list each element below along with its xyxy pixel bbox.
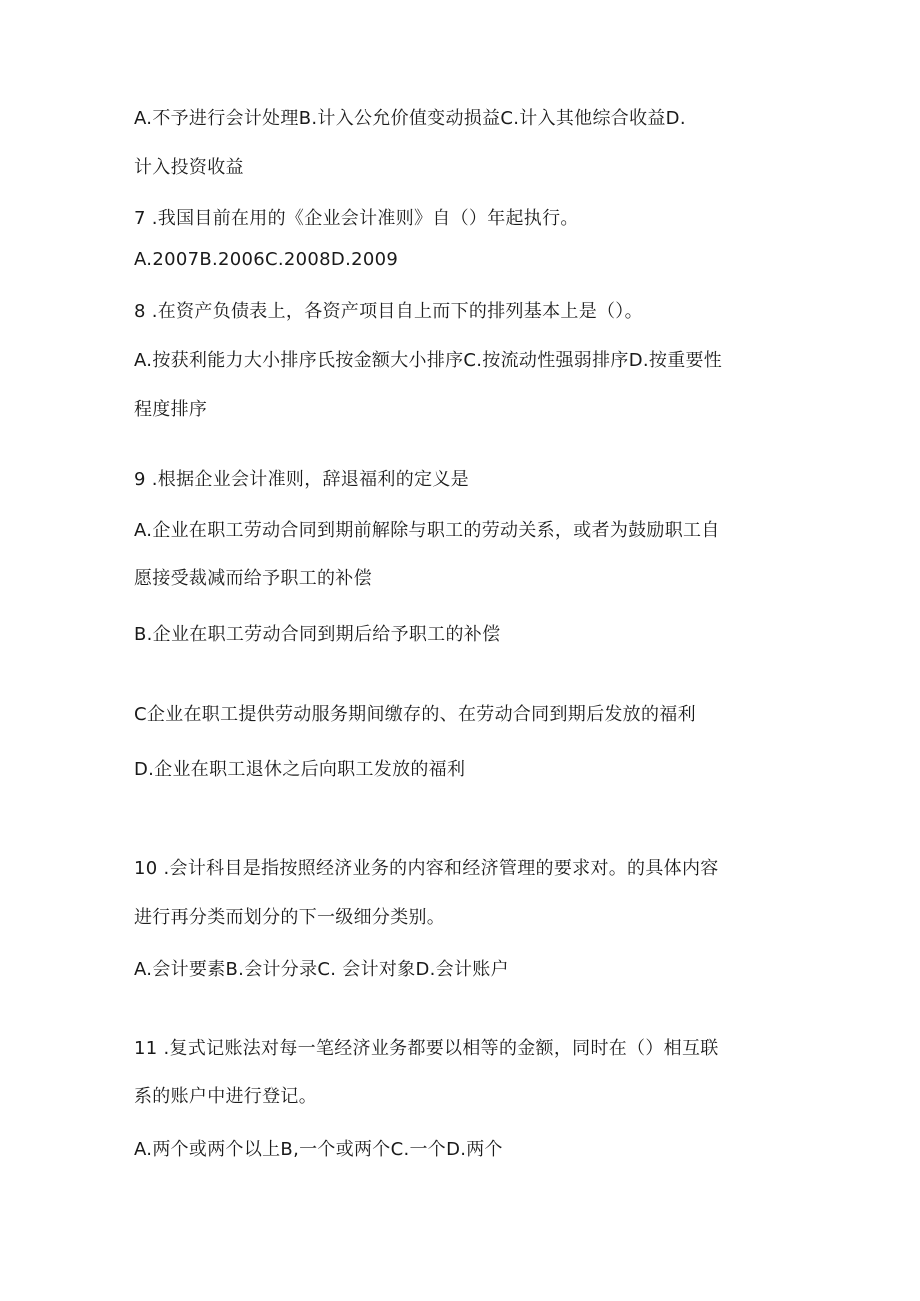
q9-option-b: B.企业在职工劳动合同到期后给予职工的补偿 bbox=[134, 624, 501, 645]
q11-options: A.两个或两个以上B,一个或两个C.一个D.两个 bbox=[134, 1139, 503, 1160]
q6-options-line-1: A.不予进行会计处理B.计入公允价值变动损益C.计入其他综合收益D. bbox=[134, 108, 686, 129]
question-10-line-2: 进行再分类而划分的下一级细分类别。 bbox=[134, 907, 446, 928]
question-7: 7 .我国目前在用的《企业会计准则》自（）年起执行。 bbox=[134, 208, 579, 229]
q9-option-d: D.企业在职工退休之后向职工发放的福利 bbox=[134, 759, 466, 780]
question-8: 8 .在资产负债表上，各资产项目自上而下的排列基本上是（）。 bbox=[134, 301, 643, 322]
q7-options: A.2007B.2006C.2008D.2009 bbox=[134, 249, 399, 270]
question-11-line-2: 系的账户中进行登记。 bbox=[134, 1086, 317, 1107]
question-9: 9 .根据企业会计准则，辞退福利的定义是 bbox=[134, 469, 469, 490]
q8-options-line-2: 程度排序 bbox=[134, 399, 208, 420]
question-10-line-1: 10 .会计科目是指按照经济业务的内容和经济管理的要求对。的具体内容 bbox=[134, 858, 719, 879]
q10-options: A.会计要素B.会计分录C. 会计对象D.会计账户 bbox=[134, 959, 509, 980]
q8-options-line-1: A.按获利能力大小排序氏按金额大小排序C.按流动性强弱排序D.按重要性 bbox=[134, 350, 723, 371]
q9-option-a-line-1: A.企业在职工劳动合同到期前解除与职工的劳动关系，或者为鼓励职工自 bbox=[134, 520, 720, 541]
q9-option-a-line-2: 愿接受裁减而给予职工的补偿 bbox=[134, 568, 372, 589]
question-11-line-1: 11 .复式记账法对每一笔经济业务都要以相等的金额，同时在（）相互联 bbox=[134, 1038, 719, 1059]
q9-option-c: C企业在职工提供劳动服务期间缴存的、在劳动合同到期后发放的福利 bbox=[134, 704, 696, 725]
q6-options-line-2: 计入投资收益 bbox=[134, 157, 244, 178]
